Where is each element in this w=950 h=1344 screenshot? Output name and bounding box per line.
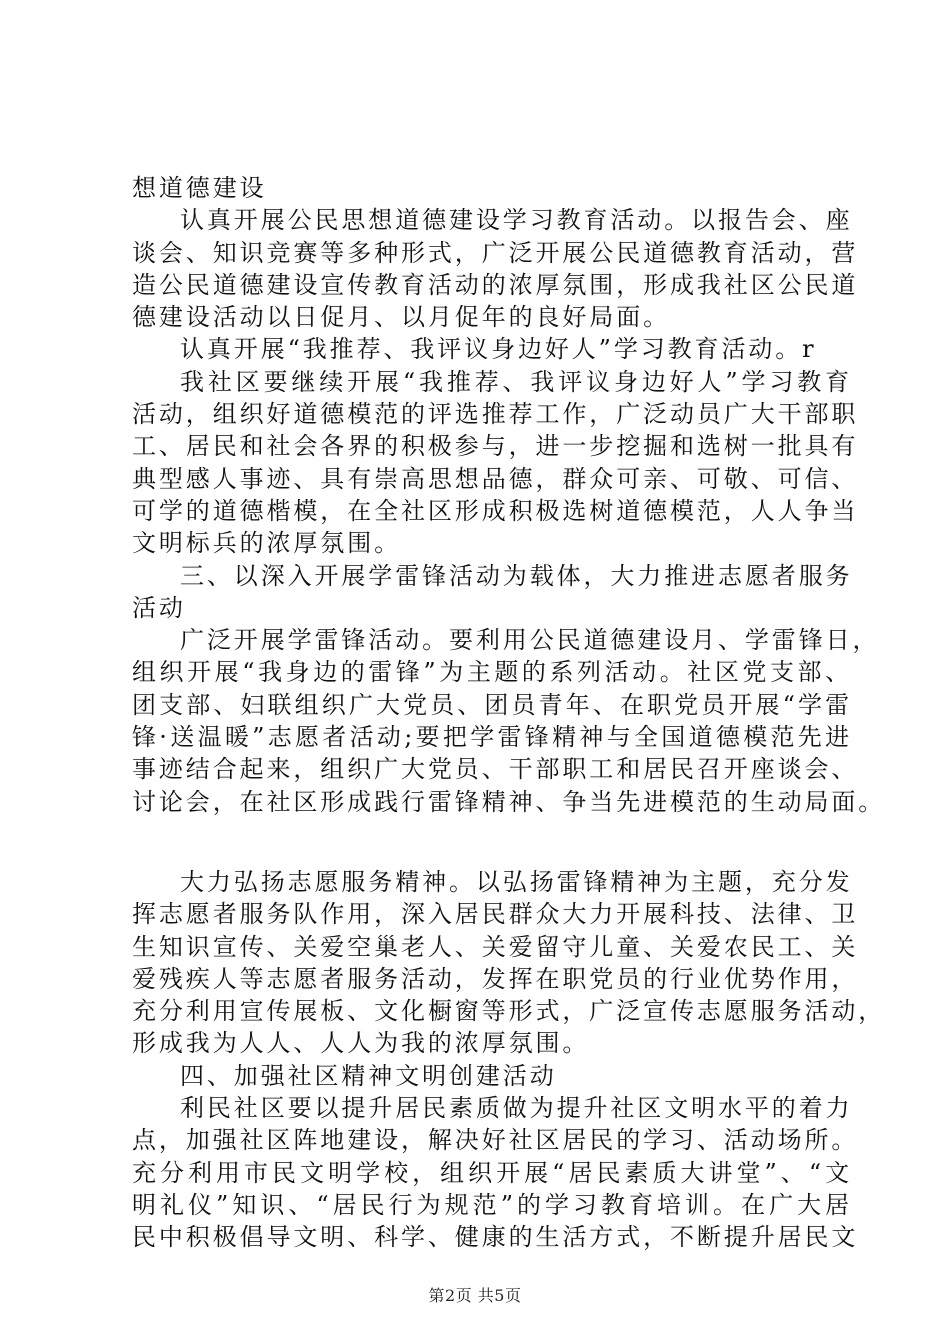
text-line: 可学的道德楷模，在全社区形成积极选树道德模范，人人争当 [132,496,859,525]
text-line: 认真开展“我推荐、我评议身边好人”学习教育活动。r [180,335,817,364]
text-line: 我社区要继续开展“我推荐、我评议身边好人”学习教育 [180,367,852,396]
text-line: 充分利用市民文明学校，组织开展“居民素质大讲堂”、“文 [132,1158,852,1187]
text-line: 文明标兵的浓厚氛围。 [132,529,401,558]
text-line: 德建设活动以日促月、以月促年的良好局面。 [132,303,670,332]
text-line: 谈会、知识竞赛等多种形式，广泛开展公民道德教育活动，营 [132,238,859,267]
paragraph-gap [132,818,852,866]
section-heading: 三、以深入开展学雷锋活动为载体，大力推进志愿者服务 [180,561,853,590]
text-line: 充分利用宣传展板、文化橱窗等形式，广泛宣传志愿服务活动， [132,997,886,1026]
document-body [132,172,886,1254]
text-line: 明礼仪”知识、“居民行为规范”的学习教育培训。在广大居 [132,1190,852,1219]
page-footer: 第2页 共5页 [428,1286,522,1305]
text-line: 生知识宣传、关爱空巢老人、关爱留守儿童、关爱农民工、关 [132,932,859,961]
text-line: 大力弘扬志愿服务精神。以弘扬雷锋精神为主题，充分发 [180,867,853,896]
text-line: 典型感人事迹、具有崇高思想品德，群众可亲、可敬、可信、 [132,464,859,493]
text-line: 工、居民和社会各界的积极参与，进一步挖掘和选树一批具有 [132,432,859,461]
text-line: 利民社区要以提升居民素质做为提升社区文明水平的着力 [180,1094,853,1123]
text-line: 挥志愿者服务队作用，深入居民群众大力开展科技、法律、卫 [132,900,859,929]
text-line: 锋·送温暖”志愿者活动;要把学雷锋精神与全国道德模范先进 [132,723,852,752]
text-line: 形成我为人人、人人为我的浓厚氛围。 [132,1029,590,1058]
text-line: 造公民道德建设宣传教育活动的浓厚氛围，形成我社区公民道 [132,270,859,299]
section-heading: 活动 [132,593,186,622]
text-line: 团支部、妇联组织广大党员、团员青年、在职党员开展“学雷 [132,690,852,719]
text-line: 点，加强社区阵地建设，解决好社区居民的学习、活动场所。 [132,1126,859,1155]
text-line: 组织开展“我身边的雷锋”为主题的系列活动。社区党支部、 [132,658,852,687]
text-line: 想道德建设 [132,174,267,202]
text-line: 爱残疾人等志愿者服务活动，发挥在职党员的行业优势作用， [132,964,859,993]
text-line: 活动，组织好道德模范的评选推荐工作，广泛动员广大干部职 [132,400,859,429]
text-line: 讨论会，在社区形成践行雷锋精神、争当先进模范的生动局面。 [132,787,886,816]
text-line: 认真开展公民思想道德建设学习教育活动。以报告会、座 [180,206,853,235]
text-line: 民中积极倡导文明、科学、健康的生活方式，不断提升居民文 [132,1223,859,1252]
text-line: 广泛开展学雷锋活动。要利用公民道德建设月、学雷锋日， [180,626,880,655]
text-line: 事迹结合起来，组织广大党员、干部职工和居民召开座谈会、 [132,755,859,784]
section-heading: 四、加强社区精神文明创建活动 [180,1061,557,1090]
